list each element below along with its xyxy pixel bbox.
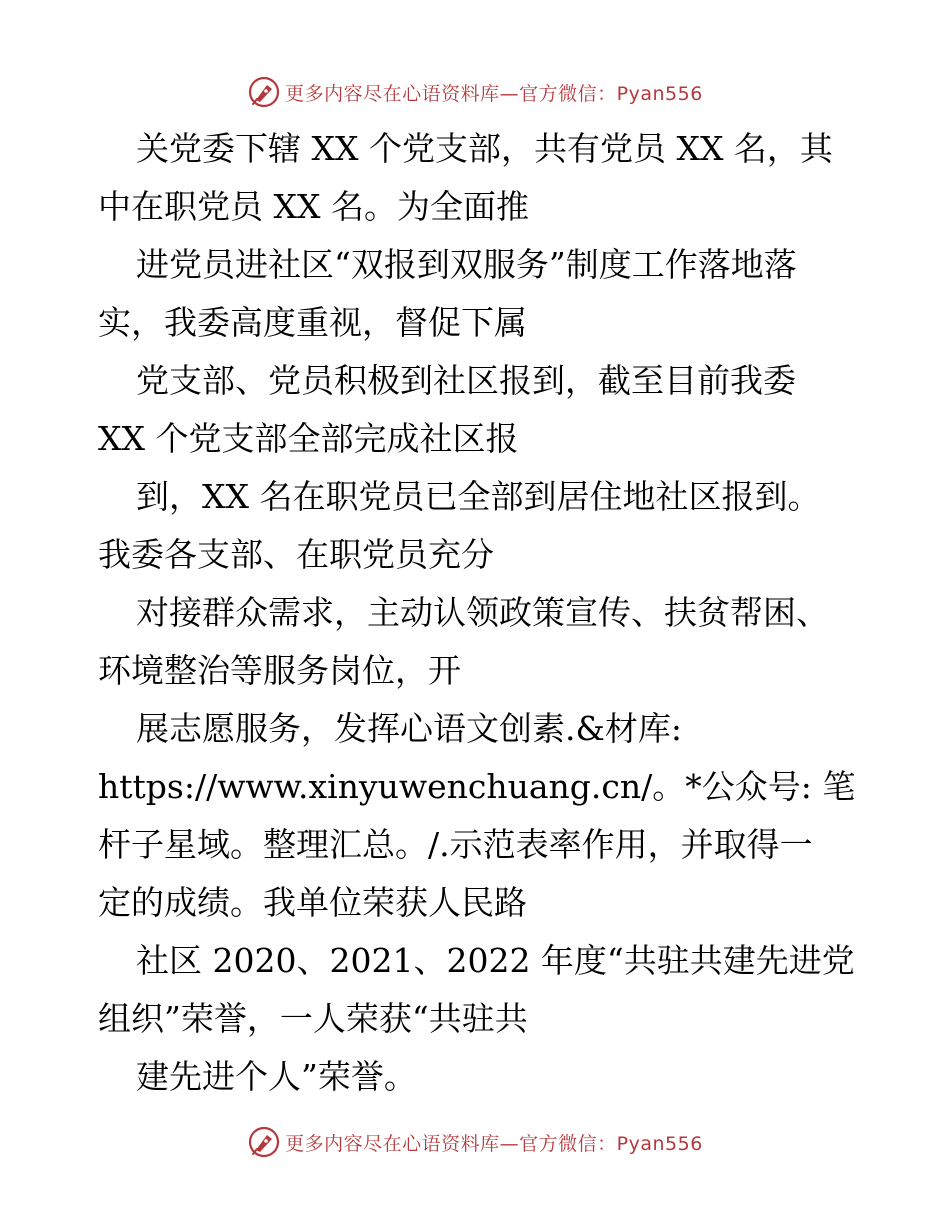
text-line: 进党员进社区“双报到双服务”制度工作落地落 bbox=[136, 245, 797, 284]
text-line: 关党委下辖 XX 个党支部，共有党员 XX 名，其 bbox=[136, 129, 833, 168]
text-line: 对接群众需求，主动认领政策宣传、扶贫帮困、 bbox=[136, 593, 829, 632]
text-line: 组织”荣誉，一人荣获“共驻共 bbox=[98, 999, 528, 1038]
pen-nib-logo-icon bbox=[247, 75, 281, 109]
text-line: https://www.xinyuwenchuang.cn/。*公众号: 笔 bbox=[98, 767, 856, 806]
text-line: XX 个党支部全部完成社区报 bbox=[98, 419, 519, 458]
text-line: 实，我委高度重视，督促下属 bbox=[98, 303, 527, 342]
text-line: 党支部、党员积极到社区报到，截至目前我委 bbox=[136, 361, 796, 400]
pen-nib-logo-icon bbox=[247, 1125, 281, 1159]
text-line: 杆子星域。整理汇总。/.示范表率作用，并取得一 bbox=[98, 825, 813, 864]
text-line: 定的成绩。我单位荣获人民路 bbox=[98, 883, 527, 922]
banner-text: 更多内容尽在心语资料库—官方微信：Pyan556 bbox=[285, 1132, 703, 1155]
text-line: 环境整治等服务岗位，开 bbox=[98, 651, 461, 690]
text-line: 我委各支部、在职党员充分 bbox=[98, 535, 494, 574]
header-banner bbox=[0, 72, 950, 112]
text-line: 中在职党员 XX 名。为全面推 bbox=[98, 187, 529, 226]
text-line: 到，XX 名在职党员已全部到居住地社区报到。 bbox=[136, 477, 821, 516]
text-line: 社区 2020、2021、2022 年度“共驻共建先进党 bbox=[136, 941, 855, 980]
text-line: 展志愿服务，发挥心语文创素.&材库: bbox=[136, 709, 682, 748]
footer-banner bbox=[0, 1122, 950, 1162]
document-body bbox=[98, 120, 858, 1106]
banner-text: 更多内容尽在心语资料库—官方微信：Pyan556 bbox=[285, 82, 703, 105]
text-line: 建先进个人”荣誉。 bbox=[136, 1057, 417, 1096]
